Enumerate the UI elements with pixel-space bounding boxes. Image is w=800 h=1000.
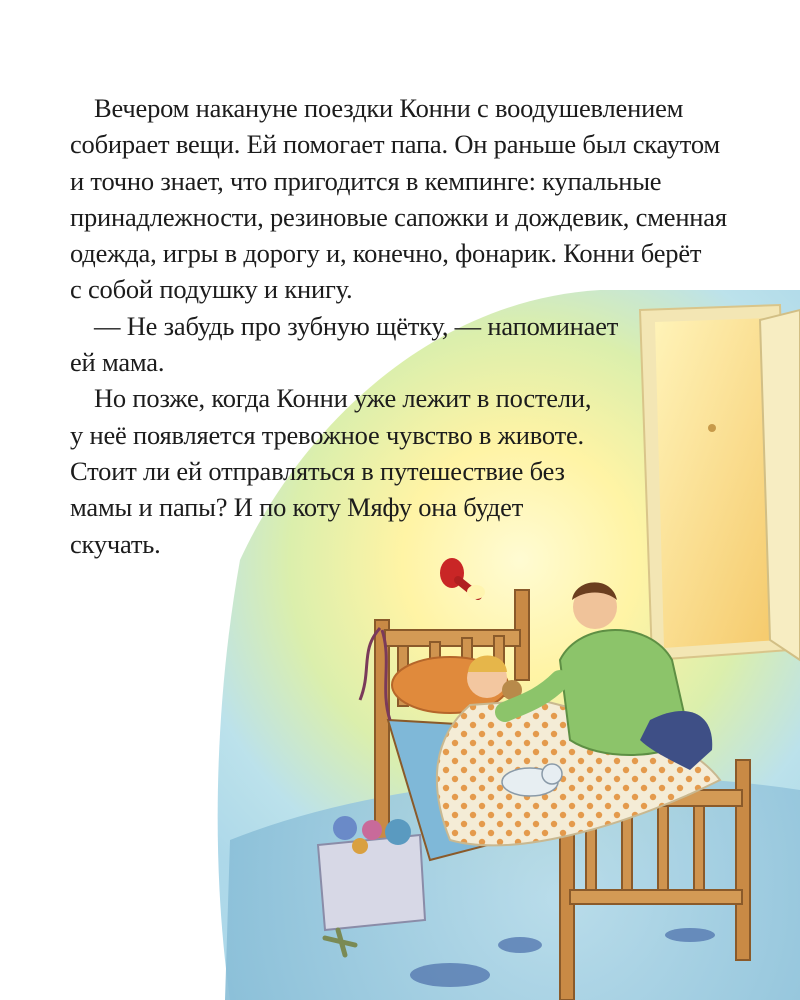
paragraph-toothbrush [70,308,710,381]
text-line: с собой подушку и книгу. [70,274,353,305]
story-text [70,90,727,562]
text-line: мамы и папы? И по коту Мяфу она будет [70,492,524,523]
text-line: ей мама. [70,347,165,378]
text-line: Но позже, когда Конни уже лежит в постели, [94,383,592,414]
text-line: скучать. [70,528,161,559]
text-line: Стоит ли ей отправляться в путешествие без [70,455,565,486]
text-line: одежда, игры в дорогу и, конечно, фонарик. Конни берёт [70,238,702,269]
text-line: — Не забудь про зубную щётку, — напоминает [94,310,619,341]
text-line: и точно знает, что пригодится в кемпинге: купальные [70,165,662,196]
text-line: у неё появляется тревожное чувство в животе. [70,419,584,450]
paragraph-packing [70,90,727,308]
text-line: собирает вещи. Ей помогает папа. Он раньше был скаутом [70,129,720,160]
paragraph-worry [70,380,710,561]
text-line: Вечером накануне поездки Конни с воодушевлением [94,93,684,123]
text-line: принадлежности, резиновые сапожки и дождевик, сменная [70,201,727,232]
